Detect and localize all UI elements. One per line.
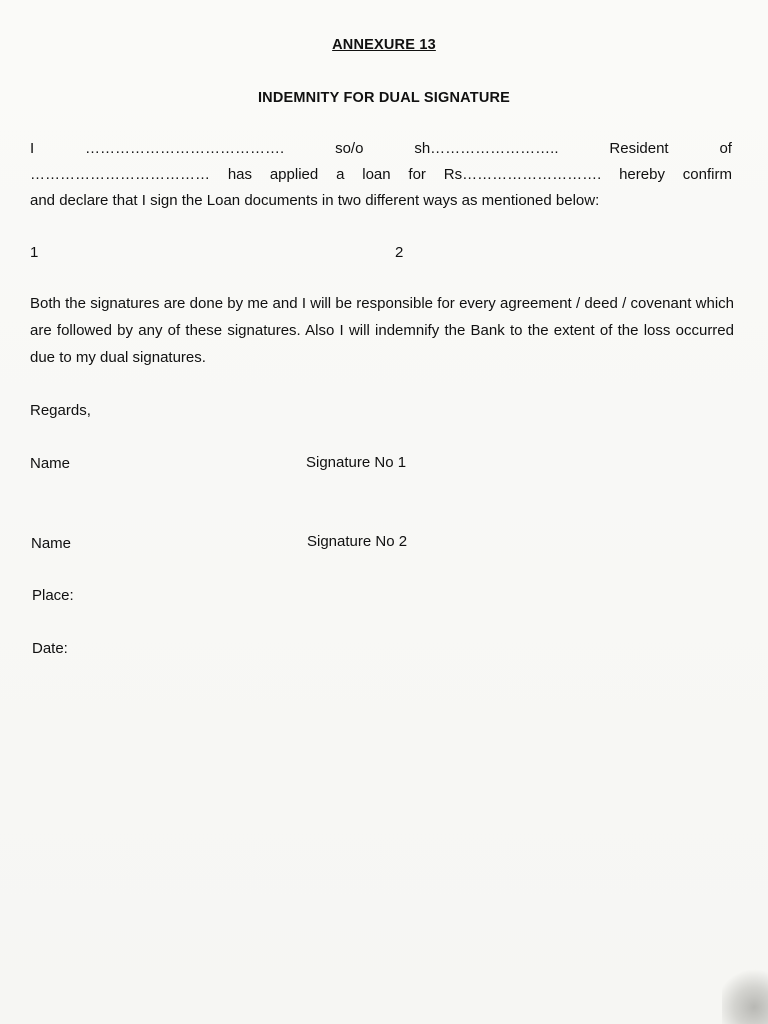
declaration-word: has — [227, 166, 253, 183]
loan-amount-blank: Rs………………………. — [443, 166, 602, 183]
signature-slot-1: 1 — [30, 244, 39, 261]
residence-blank: ……………………………… — [30, 166, 210, 183]
father-name-blank: sh…………………….. — [414, 140, 559, 157]
declaration-word: a — [336, 166, 345, 183]
name-blank: …………………………………. — [85, 140, 285, 157]
declaration-word: I — [30, 140, 35, 157]
declaration-line-1 — [30, 140, 732, 157]
declaration-word: Resident — [609, 140, 669, 157]
declaration-word: for — [408, 166, 426, 183]
signature-label-2: Signature No 2 — [307, 533, 408, 550]
name-label-2: Name — [31, 535, 72, 552]
signature-label-1: Signature No 1 — [306, 454, 407, 471]
declaration-word: confirm — [682, 166, 732, 183]
declaration-word: loan — [362, 166, 391, 183]
declaration-line-3: and declare that I sign the Loan documents in two different ways as mentioned below: — [30, 192, 600, 209]
declaration-line-2 — [30, 166, 732, 183]
place-label: Place: — [32, 587, 74, 604]
declaration-word: applied — [269, 166, 319, 183]
responsibility-paragraph: Both the signatures are done by me and I will be responsible for every agreement / deed / covenant which are followed by any of these signatures. Also I will indemnify the Bank to the extent of the loss occurred due to my dual signatures. — [30, 295, 734, 366]
declaration-word: so/o — [335, 140, 364, 157]
date-label: Date: — [32, 640, 68, 657]
annexure-title: ANNEXURE 13 — [332, 37, 436, 53]
declaration-word: hereby — [619, 166, 665, 183]
document-heading: INDEMNITY FOR DUAL SIGNATURE — [257, 90, 511, 106]
regards-text: Regards, — [30, 402, 91, 419]
name-label-1: Name — [30, 455, 71, 472]
signature-slot-2: 2 — [395, 244, 404, 261]
declaration-word: of — [719, 140, 732, 157]
scan-smudge — [722, 968, 768, 1024]
